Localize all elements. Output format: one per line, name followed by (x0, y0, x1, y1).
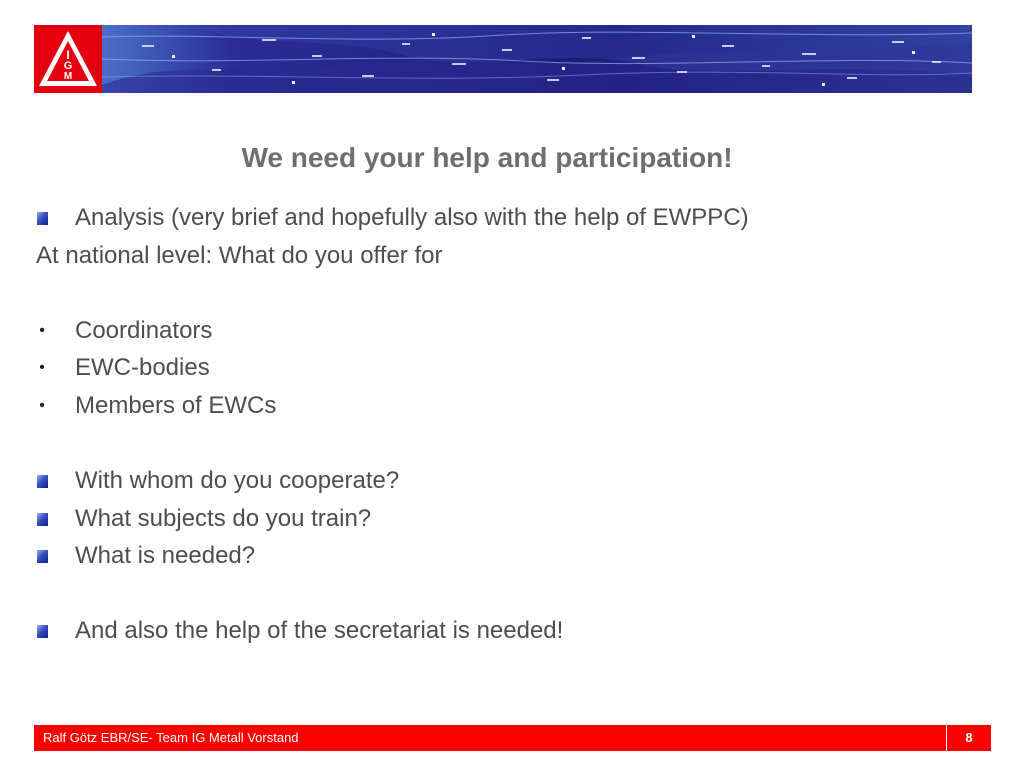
list-item-text: Analysis (very brief and hopefully also with the help of EWPPC) (75, 204, 749, 231)
dot-bullet-icon: • (39, 359, 45, 376)
world-map-banner (102, 25, 972, 93)
list-item-text: Coordinators (75, 317, 213, 344)
list-item-text: What subjects do you train? (75, 505, 372, 532)
footer-text: Ralf Götz EBR/SE- Team IG Metall Vorstand (43, 730, 299, 745)
ig-metall-logo (34, 25, 102, 93)
square-bullet-icon (37, 550, 48, 563)
square-bullet-icon (37, 475, 48, 488)
list-item-text: And also the help of the secretariat is needed! (75, 617, 564, 644)
svg-text:G: G (63, 60, 73, 72)
svg-text:M: M (63, 71, 73, 82)
dot-bullet-icon: • (39, 322, 45, 339)
slide-header (34, 25, 972, 93)
list-item-text: EWC-bodies (75, 354, 210, 381)
list-item-text: What is needed? (75, 542, 256, 569)
slide-footer (34, 725, 991, 751)
square-bullet-icon (37, 212, 48, 225)
list-item-text: With whom do you cooperate? (75, 467, 400, 494)
page-number: 8 (965, 730, 973, 745)
list-item-text: Members of EWCs (75, 392, 277, 419)
square-bullet-icon (37, 513, 48, 526)
square-bullet-icon (37, 625, 48, 638)
dot-bullet-icon: • (39, 397, 45, 414)
svg-text:I: I (66, 48, 70, 62)
paragraph-text: At national level: What do you offer for (36, 242, 443, 269)
slide-title: We need your help and participation! (241, 142, 733, 173)
